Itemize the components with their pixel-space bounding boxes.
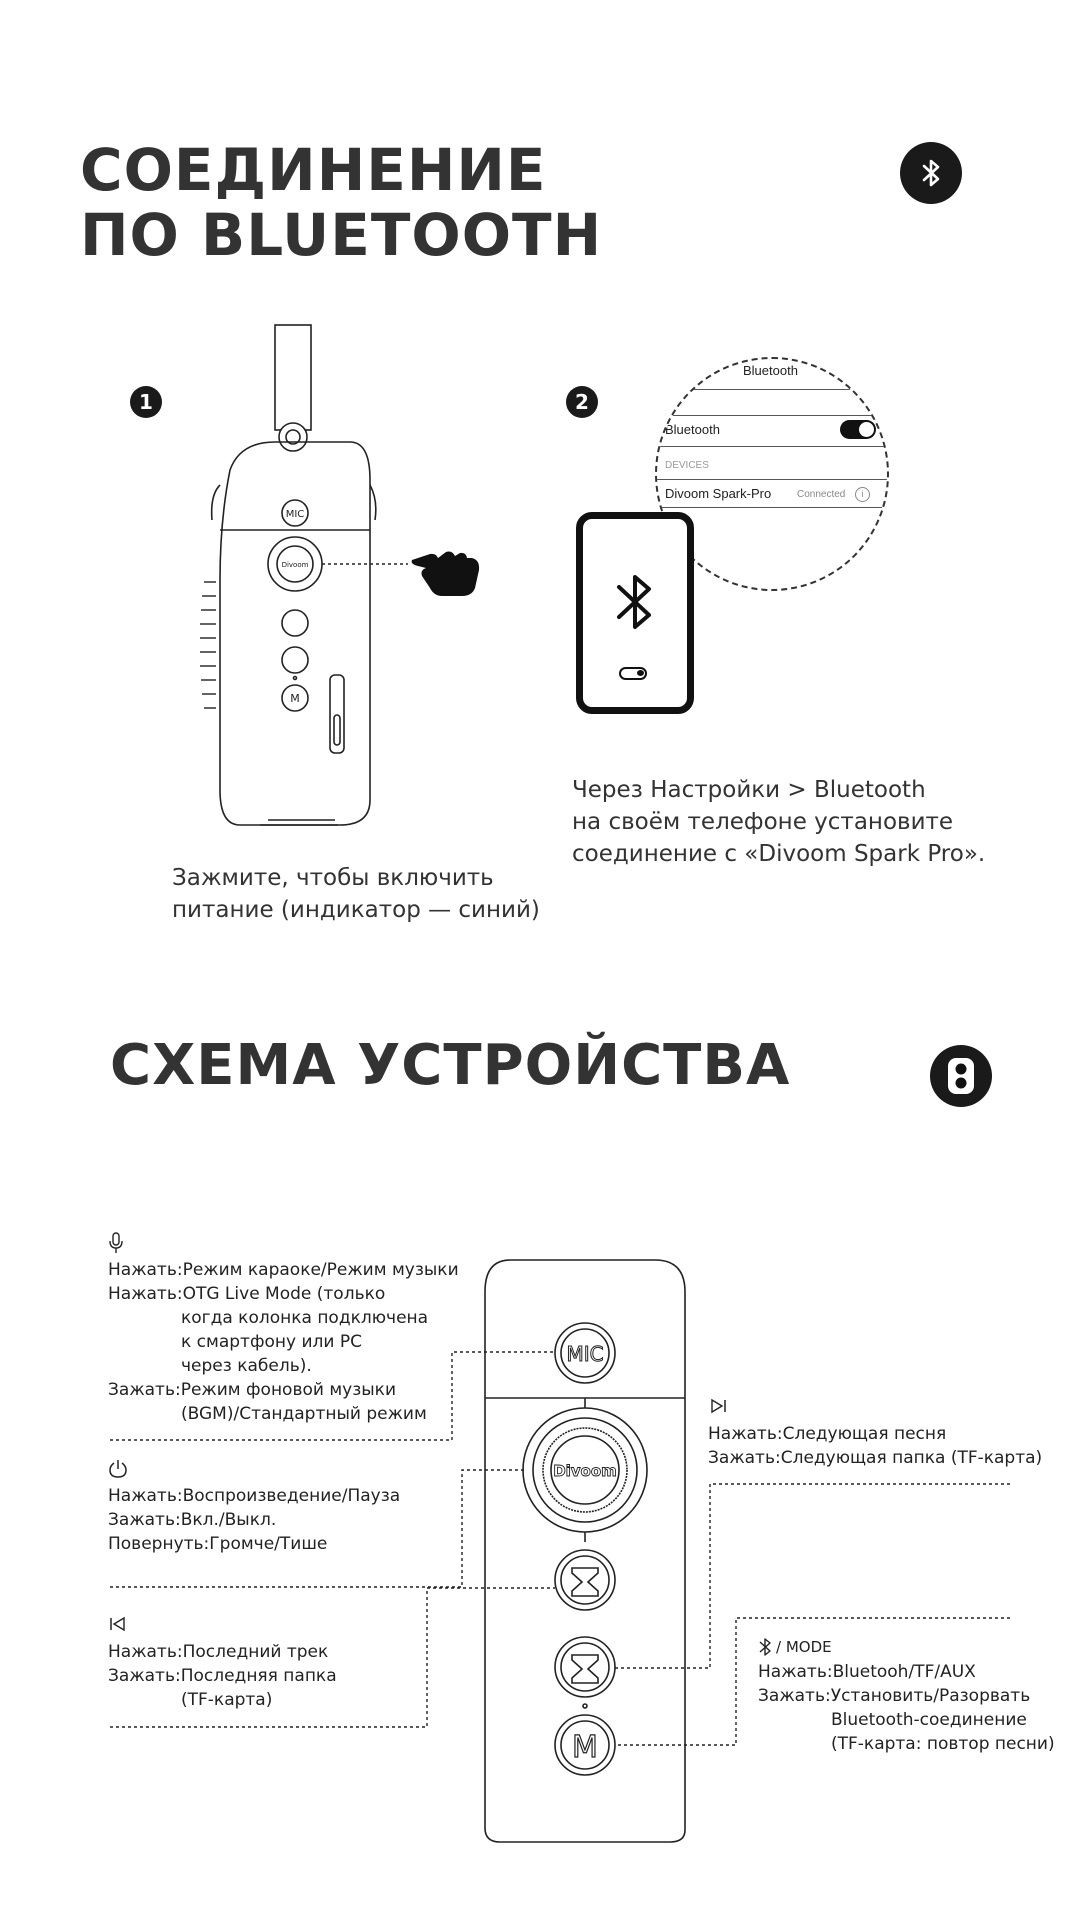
next-l1-val: Следующая песня xyxy=(782,1424,947,1444)
title-line-1: СОЕДИНЕНИЕ xyxy=(80,136,547,204)
device-mic-label: MIC xyxy=(285,509,305,520)
mic-l2-val: OTG Live Mode (только xyxy=(182,1284,386,1304)
mode-l4: (TF-карта: повтор песни) xyxy=(831,1734,1055,1754)
step1-caption xyxy=(172,862,540,926)
mic-l2-key: Нажать: xyxy=(108,1284,183,1304)
phone-bluetooth-icon xyxy=(609,571,661,633)
bluetooth-toggle[interactable] xyxy=(840,420,876,439)
step1-caption-line1: Зажмите, чтобы включить xyxy=(172,865,494,891)
step2-caption-line2: на своём телефоне установите xyxy=(572,809,954,835)
mic-l4: к смартфону или PC xyxy=(181,1332,362,1352)
power-l2-val: Вкл./Выкл. xyxy=(180,1510,277,1530)
prev-description xyxy=(108,1614,337,1712)
phone-toggle-icon xyxy=(619,667,647,680)
mode-label: / MODE xyxy=(776,1638,832,1656)
step2-caption-line3: соединение с «Divoom Spark Pro». xyxy=(572,841,986,867)
bluetooth-icon xyxy=(900,142,962,204)
power-description xyxy=(108,1458,400,1556)
mode-l2-key: Зажать: xyxy=(758,1686,831,1706)
title-line-2: ПО BLUETOOTH xyxy=(80,200,603,269)
mic-l6-val: Режим фоновой музыки xyxy=(180,1380,396,1400)
step1-caption-line2: питание (индикатор — синий) xyxy=(172,897,540,923)
previous-track-icon xyxy=(108,1614,337,1640)
speaker-icon xyxy=(930,1045,992,1107)
section-title-bluetooth xyxy=(80,138,700,268)
mic-l1-val: Режим караоке/Режим музыки xyxy=(182,1260,459,1280)
mic-l3: когда колонка подключена xyxy=(181,1308,429,1328)
press-hand-icon xyxy=(412,552,480,597)
power-l1-val: Воспроизведение/Пауза xyxy=(182,1486,401,1506)
prev-l1-val: Последний трек xyxy=(182,1642,329,1662)
next-description xyxy=(708,1396,1042,1470)
step-number-2: 2 xyxy=(566,386,598,418)
mic-l5: через кабель). xyxy=(181,1356,312,1376)
prev-l3: (TF-карта) xyxy=(181,1690,273,1710)
mic-l6-key: Зажать: xyxy=(108,1380,181,1400)
mic-l7: (BGM)/Стандартный режим xyxy=(181,1404,427,1424)
step-number-1: 1 xyxy=(130,386,162,418)
power-l3-key: Повернуть: xyxy=(108,1534,210,1554)
step2-caption xyxy=(572,774,985,870)
power-l1-key: Нажать: xyxy=(108,1486,183,1506)
device-name[interactable]: Divoom Spark-Pro xyxy=(665,486,772,501)
bluetooth-toggle-label: Bluetooth xyxy=(665,422,720,437)
phone-illustration xyxy=(576,512,694,714)
section-title-device-scheme: СХЕМА УСТРОЙСТВА xyxy=(110,1033,791,1098)
prev-l1-key: Нажать: xyxy=(108,1642,183,1662)
mode-description xyxy=(758,1634,1055,1756)
device-status: Connected xyxy=(797,489,846,500)
prev-l2-val: Последняя папка xyxy=(180,1666,337,1686)
power-l2-key: Зажать: xyxy=(108,1510,181,1530)
mic-description xyxy=(108,1232,459,1426)
info-icon[interactable]: i xyxy=(855,487,870,502)
next-track-icon xyxy=(708,1396,1042,1422)
device-side-illustration xyxy=(190,320,480,840)
mic-l1-key: Нажать: xyxy=(108,1260,183,1280)
next-l1-key: Нажать: xyxy=(708,1424,783,1444)
mode-header xyxy=(758,1634,1055,1660)
mode-l1-val: Bluetooh/TF/AUX xyxy=(832,1662,976,1682)
next-l2-val: Следующая папка (TF-карта) xyxy=(780,1448,1043,1468)
device-front-mode-label: M xyxy=(572,1730,598,1765)
mode-l2-val: Установить/Разорвать xyxy=(830,1686,1031,1706)
device-brand-label: Divoom xyxy=(281,561,309,569)
devices-header: DEVICES xyxy=(665,460,709,471)
power-l3-val: Громче/Тише xyxy=(209,1534,328,1554)
mode-l1-key: Нажать: xyxy=(758,1662,833,1682)
prev-l2-key: Зажать: xyxy=(108,1666,181,1686)
device-front-brand-label: Divoom xyxy=(553,1462,617,1480)
next-l2-key: Зажать: xyxy=(708,1448,781,1468)
device-front-mic-label: MIC xyxy=(566,1342,604,1366)
device-mode-label: M xyxy=(290,692,300,705)
microphone-icon xyxy=(108,1232,459,1258)
bluetooth-icon xyxy=(758,1637,772,1657)
step2-caption-line1: Через Настройки > Bluetooth xyxy=(572,777,926,803)
settings-header: Bluetooth xyxy=(743,363,798,378)
mode-l3: Bluetooth-соединение xyxy=(831,1710,1027,1730)
power-icon xyxy=(108,1458,400,1484)
